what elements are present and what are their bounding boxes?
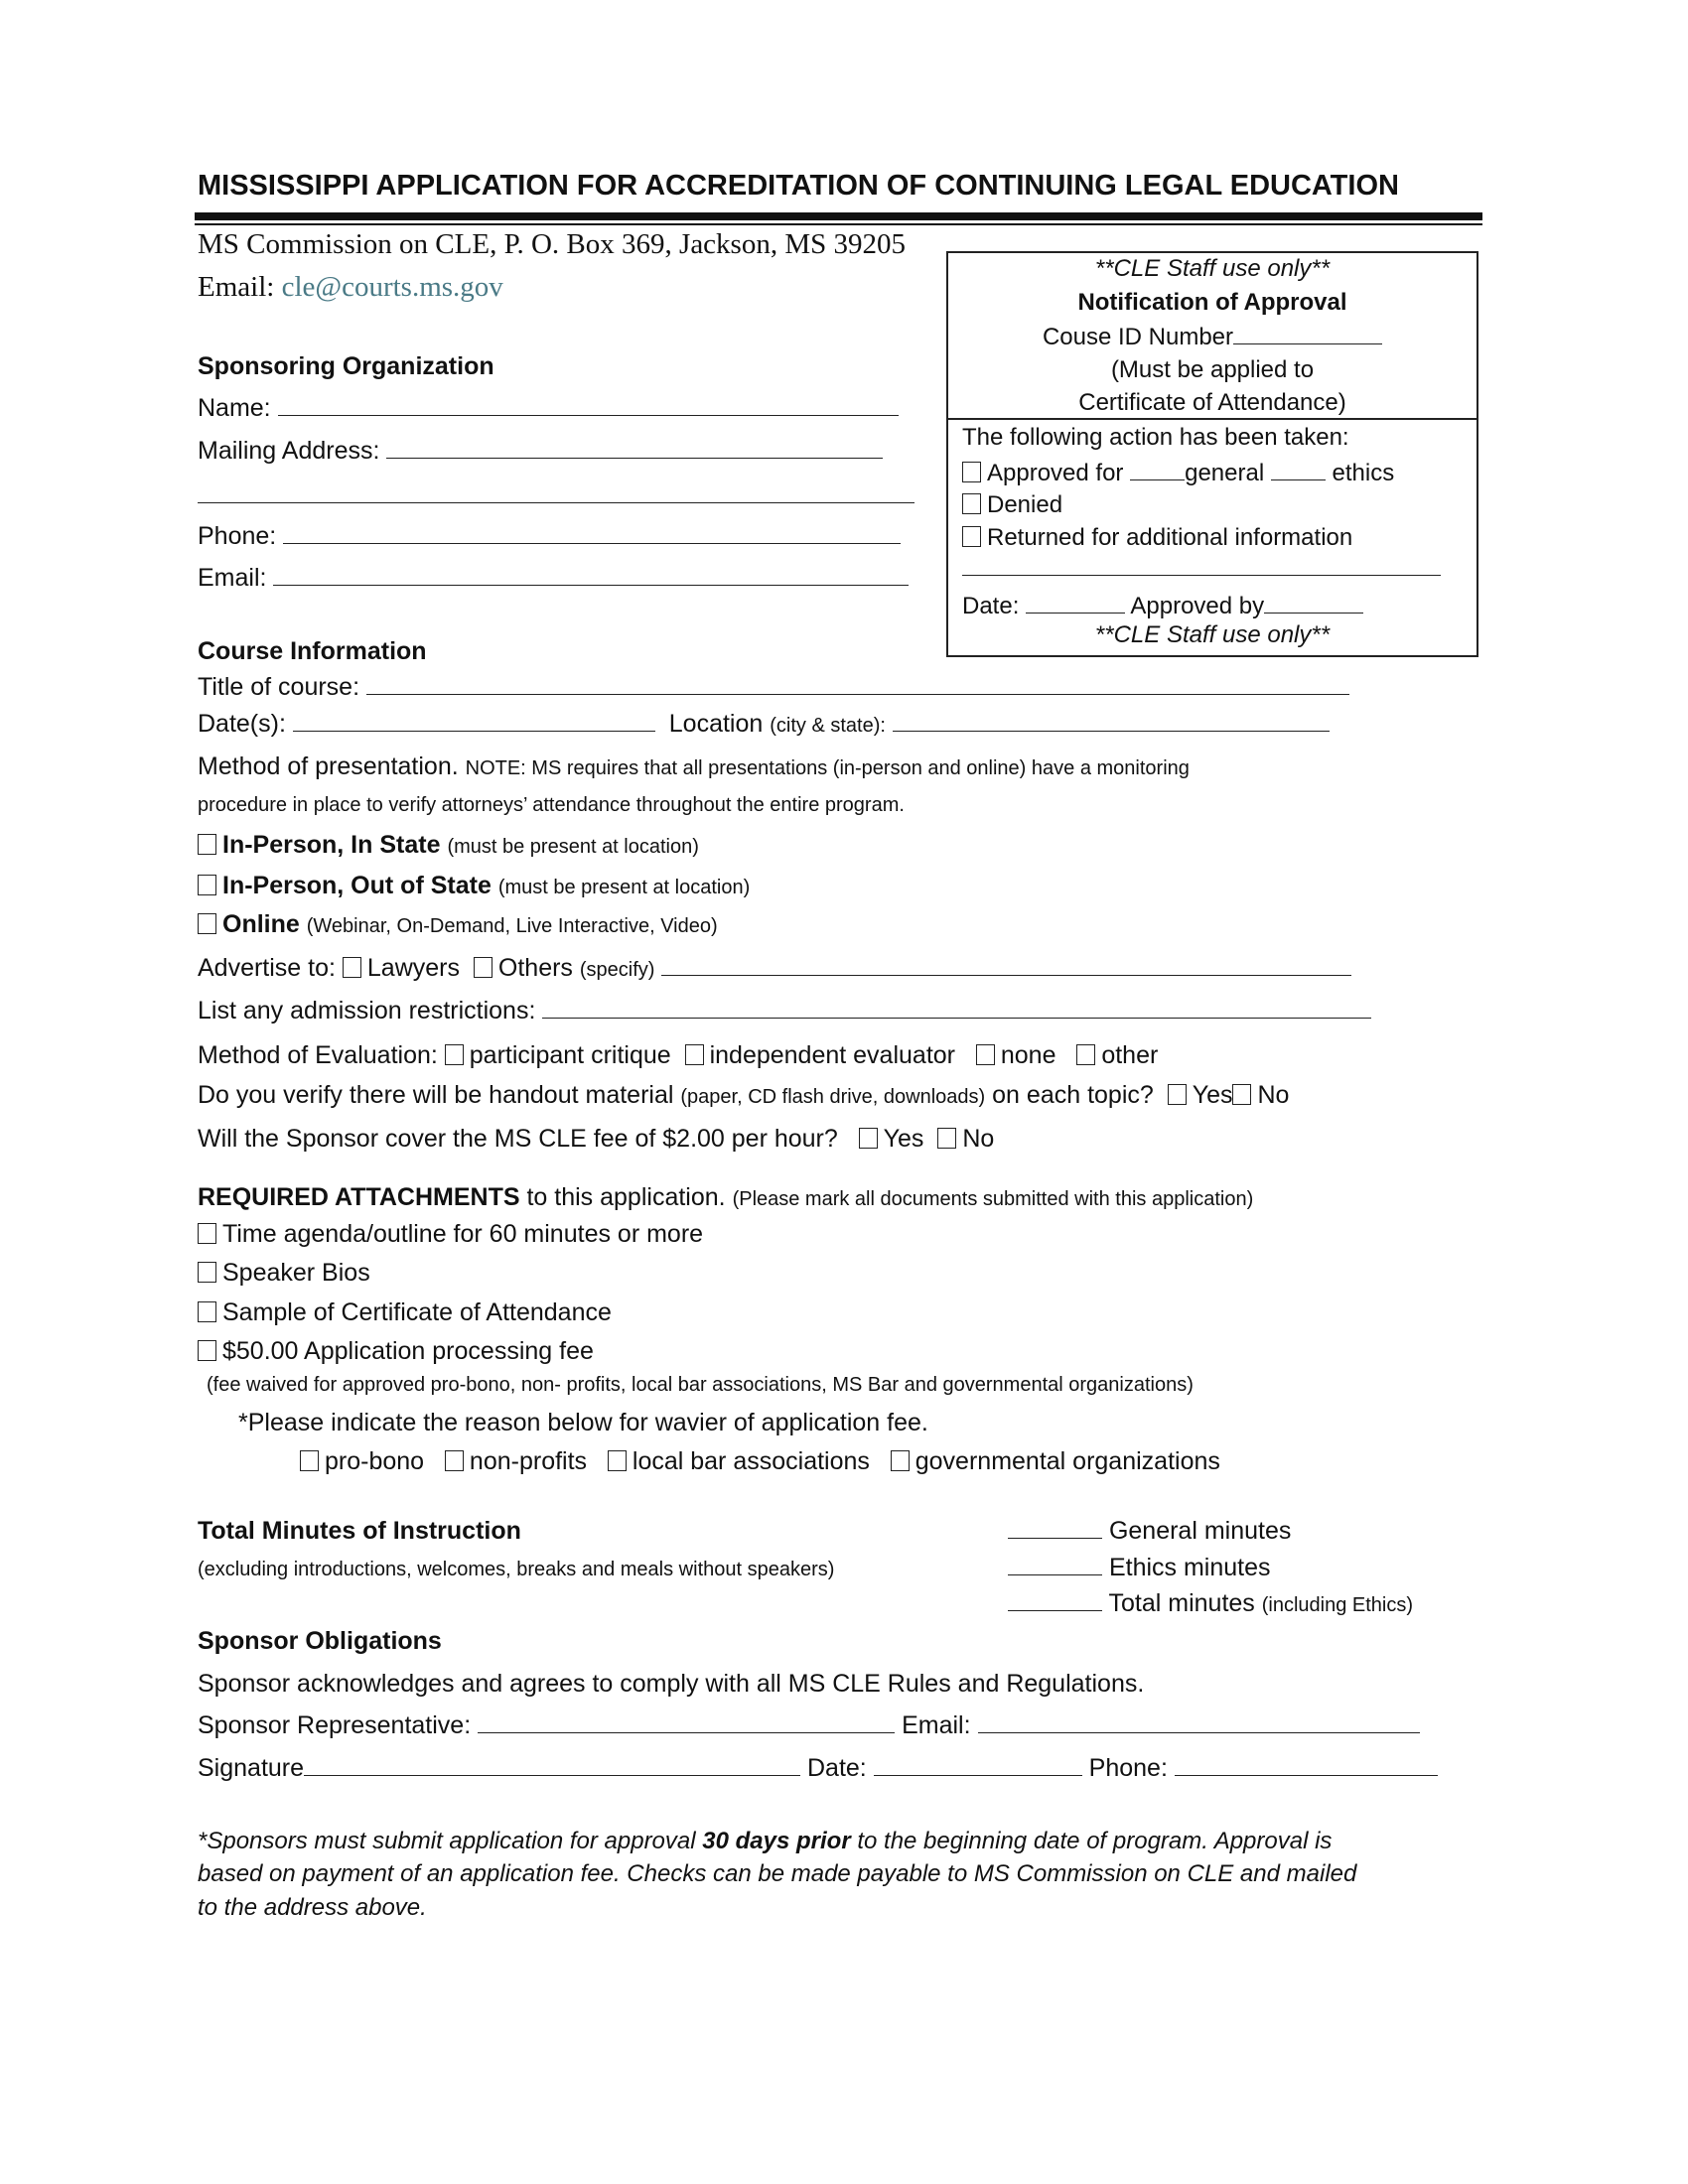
attachments-heading-rest: to this application. [526, 1183, 726, 1211]
signature-label: Signature [198, 1754, 305, 1782]
specify-note: (specify) [579, 959, 655, 981]
total-minutes-label: Total minutes [1108, 1589, 1255, 1617]
non-profits-checkbox[interactable] [445, 1450, 464, 1471]
independent-evaluator-checkbox[interactable] [685, 1044, 704, 1065]
waiver-reason-label: *Please indicate the reason below for wavier of application fee. [238, 1409, 928, 1436]
sponsor-email-label: Email: [198, 564, 267, 592]
returned-checkbox[interactable] [962, 526, 981, 547]
pro-bono-label: pro-bono [325, 1447, 425, 1475]
minutes-note: (excluding introductions, welcomes, breaks and meals without speakers) [198, 1559, 835, 1580]
other-label: other [1101, 1041, 1159, 1069]
approved-by-label: Approved by [1130, 593, 1265, 619]
in-state-checkbox[interactable] [198, 834, 216, 855]
none-label: none [1000, 1041, 1056, 1069]
obligation-phone-label: Phone: [1088, 1754, 1168, 1782]
lawyers-checkbox[interactable] [343, 957, 361, 978]
sponsor-email-field[interactable] [273, 563, 909, 586]
bios-label: Speaker Bios [222, 1259, 370, 1287]
lawyers-label: Lawyers [366, 954, 460, 982]
signature-field[interactable] [304, 1753, 800, 1776]
location-field[interactable] [893, 709, 1330, 732]
online-note: (Webinar, On-Demand, Live Interactive, Video) [306, 915, 718, 937]
processing-fee-label: $50.00 Application processing fee [222, 1337, 594, 1365]
course-id-field[interactable] [1233, 322, 1382, 344]
out-of-state-note: (must be present at location) [497, 877, 751, 898]
evaluation-label: Method of Evaluation: [198, 1041, 438, 1069]
footnote-text: *Sponsors must submit application for approval [198, 1828, 703, 1854]
ethics-field[interactable] [1271, 458, 1326, 480]
handout-label: Do you verify there will be handout material [198, 1081, 674, 1109]
obligation-date-label: Date: [806, 1754, 867, 1782]
obligation-phone-field[interactable] [1175, 1753, 1438, 1776]
fee-question: Will the Sponsor cover the MS CLE fee of $2.00 per hour? [198, 1125, 838, 1153]
email-label: Email: [198, 271, 275, 303]
agenda-label: Time agenda/outline for 60 minutes or more [222, 1220, 704, 1248]
ethics-minutes-field[interactable] [1008, 1553, 1102, 1575]
general-field[interactable] [1130, 458, 1185, 480]
representative-label: Sponsor Representative: [198, 1711, 472, 1739]
general-minutes-label: General minutes [1108, 1517, 1292, 1545]
form-title: MISSISSIPPI APPLICATION FOR ACCREDITATION OF CONTINUING LEGAL EDUCATION [198, 170, 1399, 202]
others-field[interactable] [661, 953, 1351, 976]
staff-date-field[interactable] [1026, 591, 1125, 614]
method-note-2: procedure in place to verify attorneys’ attendance throughout the entire program. [198, 794, 905, 816]
phone-label: Phone: [198, 522, 277, 550]
name-label: Name: [198, 394, 271, 422]
staff-date-label: Date: [962, 593, 1020, 619]
others-checkbox[interactable] [474, 957, 492, 978]
course-heading: Course Information [198, 637, 427, 665]
online-checkbox[interactable] [198, 913, 216, 934]
obligations-text: Sponsor acknowledges and agrees to comply with all MS CLE Rules and Regulations. [198, 1670, 1145, 1698]
advertise-label: Advertise to: [198, 954, 336, 982]
sponsoring-heading: Sponsoring Organization [198, 352, 494, 380]
staff-use-box [946, 251, 1478, 657]
method-note: NOTE: MS requires that all presentations (in-person and online) have a monitoring [465, 757, 1190, 779]
approved-checkbox[interactable] [962, 462, 981, 482]
location-label: Location [668, 710, 764, 738]
general-label: general [1185, 460, 1265, 486]
participant-critique-label: participant critique [469, 1041, 671, 1069]
note-line-2: Certificate of Attendance) [1078, 389, 1346, 416]
handout-no-label: No [1257, 1081, 1290, 1109]
method-label: Method of presentation. [198, 752, 459, 780]
mailing-label: Mailing Address: [198, 437, 380, 465]
location-note: (city & state): [770, 715, 886, 737]
notification-title: Notification of Approval [1077, 289, 1347, 316]
approved-by-field[interactable] [1264, 591, 1363, 614]
ethics-minutes-label: Ethics minutes [1108, 1554, 1271, 1581]
pro-bono-checkbox[interactable] [300, 1450, 319, 1471]
phone-field[interactable] [283, 521, 901, 544]
governmental-checkbox[interactable] [891, 1450, 910, 1471]
local-bar-label: local bar associations [632, 1447, 870, 1475]
total-minutes-field[interactable] [1008, 1588, 1102, 1611]
footnote-text-2: to the beginning date of program. Approval is [850, 1828, 1333, 1854]
rep-email-label: Email: [902, 1711, 971, 1739]
denied-checkbox[interactable] [962, 493, 981, 514]
fee-no-checkbox[interactable] [937, 1128, 956, 1149]
staff-header: **CLE Staff use only** [1094, 255, 1331, 282]
mailing-field[interactable] [386, 436, 883, 459]
representative-field[interactable] [478, 1710, 895, 1733]
certificate-label: Sample of Certificate of Attendance [222, 1298, 612, 1326]
denied-label: Denied [987, 491, 1063, 518]
restrictions-field[interactable] [542, 996, 1371, 1019]
handout-yes-label: Yes [1192, 1081, 1233, 1109]
returned-label: Returned for additional information [987, 524, 1353, 551]
none-checkbox[interactable] [976, 1044, 995, 1065]
course-title-field[interactable] [366, 672, 1349, 695]
mailing-field-2[interactable] [198, 480, 914, 503]
attachments-note: (Please mark all documents submitted with this application) [732, 1188, 1254, 1210]
fee-no-label: No [962, 1125, 995, 1153]
others-label: Others [497, 954, 573, 982]
footnote-line-1 [198, 1827, 1332, 1856]
obligation-date-field[interactable] [874, 1753, 1082, 1776]
processing-fee-checkbox[interactable] [198, 1340, 216, 1361]
email-link[interactable]: cle@courts.ms.gov [281, 271, 503, 303]
bios-checkbox[interactable] [198, 1262, 216, 1283]
action-label: The following action has been taken: [962, 424, 1349, 451]
rep-email-field[interactable] [978, 1710, 1420, 1733]
in-state-note: (must be present at location) [447, 836, 699, 858]
handout-end: on each topic? [992, 1081, 1154, 1109]
staff-note-field[interactable] [962, 553, 1441, 576]
fee-waived-note: (fee waived for approved pro-bono, non- profits, local bar associations, MS Bar and governmental organizations) [207, 1374, 1194, 1396]
staff-footer: **CLE Staff use only** [1094, 621, 1331, 648]
out-of-state-label: In-Person, Out of State [222, 872, 492, 899]
independent-evaluator-label: independent evaluator [709, 1041, 956, 1069]
out-of-state-checkbox[interactable] [198, 875, 216, 895]
restrictions-label: List any admission restrictions: [198, 997, 536, 1024]
non-profits-label: non-profits [469, 1447, 588, 1475]
handout-yes-checkbox[interactable] [1168, 1084, 1187, 1105]
box-divider [948, 418, 1477, 420]
commission-address: MS Commission on CLE, P. O. Box 369, Jackson, MS 39205 [198, 228, 907, 260]
fee-yes-checkbox[interactable] [859, 1128, 878, 1149]
handout-no-checkbox[interactable] [1232, 1084, 1251, 1105]
certificate-checkbox[interactable] [198, 1301, 216, 1322]
footnote-line-2: based on payment of an application fee. Checks can be made payable to MS Commission on CLE and mailed [198, 1860, 1357, 1887]
footnote-line-3: to the address above. [198, 1894, 427, 1921]
minutes-heading: Total Minutes of Instruction [198, 1517, 521, 1545]
other-checkbox[interactable] [1076, 1044, 1095, 1065]
agenda-checkbox[interactable] [198, 1223, 216, 1244]
dates-field[interactable] [293, 709, 655, 732]
note-line-1: (Must be applied to [1110, 356, 1315, 383]
title-rule-thin [195, 223, 1482, 225]
course-title-label: Title of course: [198, 673, 360, 701]
online-label: Online [222, 910, 300, 938]
total-minutes-note: (including Ethics) [1261, 1594, 1414, 1616]
course-id-label: Couse ID Number [1042, 324, 1234, 350]
title-rule-thick [195, 212, 1482, 220]
attachments-heading: REQUIRED ATTACHMENTS [198, 1183, 520, 1211]
footnote-bold: 30 days prior [702, 1828, 851, 1854]
approved-label: Approved for [987, 460, 1124, 486]
in-state-label: In-Person, In State [222, 831, 441, 859]
ethics-label: ethics [1332, 460, 1395, 486]
handout-note: (paper, CD flash drive, downloads) [680, 1086, 986, 1108]
name-field[interactable] [278, 393, 899, 416]
general-minutes-field[interactable] [1008, 1516, 1102, 1539]
dates-label: Date(s): [198, 710, 286, 738]
participant-critique-checkbox[interactable] [445, 1044, 464, 1065]
fee-yes-label: Yes [883, 1125, 924, 1153]
governmental-label: governmental organizations [914, 1447, 1220, 1475]
local-bar-checkbox[interactable] [608, 1450, 627, 1471]
obligations-heading: Sponsor Obligations [198, 1627, 442, 1655]
